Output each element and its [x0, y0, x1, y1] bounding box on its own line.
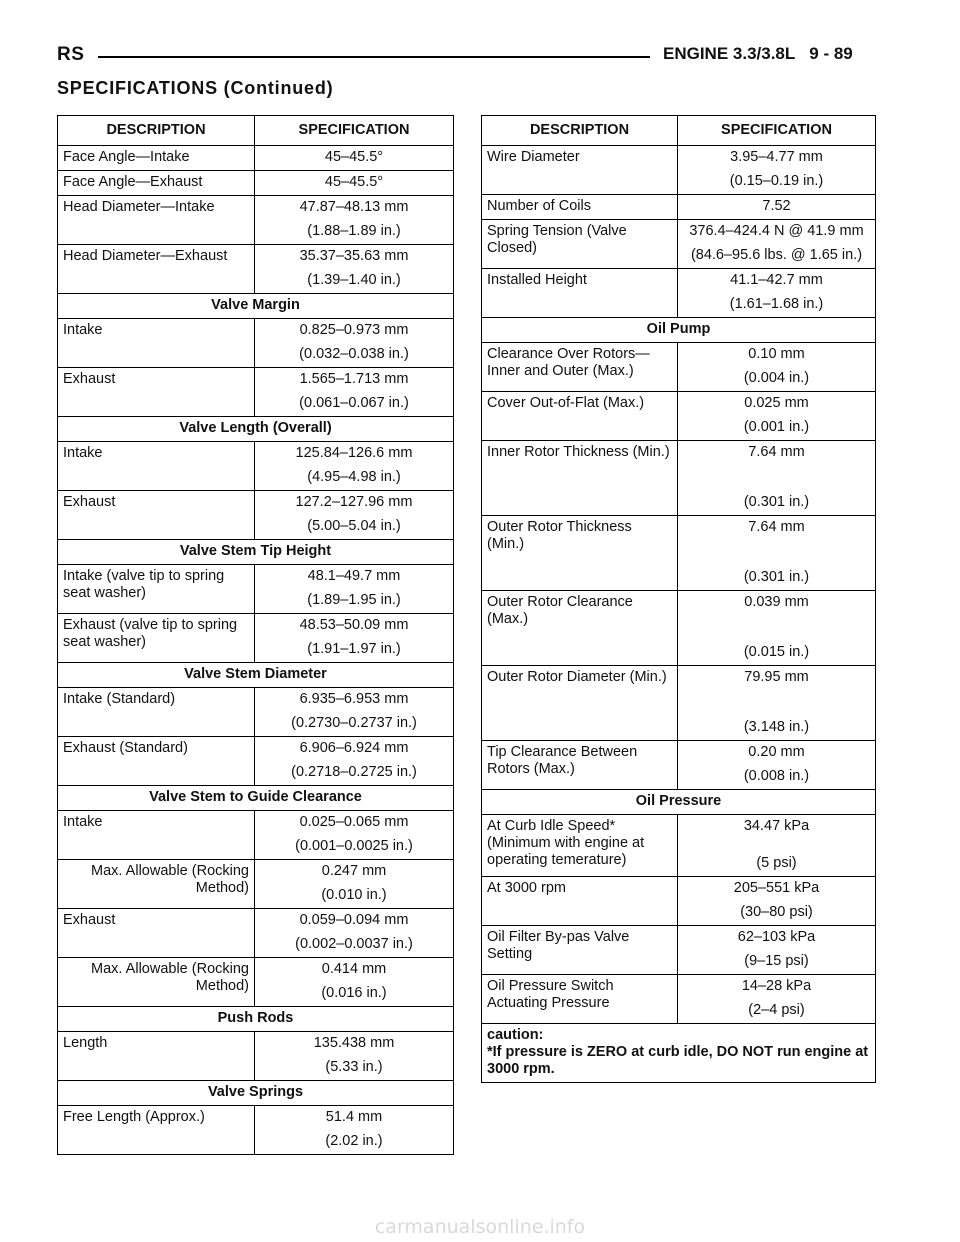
specification-cell [255, 442, 454, 491]
subheading: Valve Stem Diameter [58, 663, 454, 688]
specification-cell [255, 319, 454, 368]
specification-cell [255, 171, 454, 196]
spec-metric-value: 6.935–6.953 mm [299, 691, 409, 707]
spec-metric-value: 205–551 kPa [733, 880, 820, 896]
description-cell: Exhaust (valve tip to spring seat washer) [58, 614, 255, 663]
spec-metric-value: 7.64 mm [748, 519, 805, 535]
subheading-row [58, 294, 454, 319]
caution-label: caution: [487, 1027, 544, 1043]
table-row [58, 811, 454, 860]
spec-imperial-value: (2.02 in.) [325, 1133, 383, 1149]
col-header-specification: SPECIFICATION [255, 116, 454, 146]
spec-metric-value: 7.52 [762, 198, 791, 214]
specification-cell [255, 688, 454, 737]
description-cell: Intake [58, 811, 255, 860]
subheading: Push Rods [58, 1007, 454, 1032]
table-row [58, 1106, 454, 1155]
subheading-row [482, 318, 876, 343]
spec-imperial-value: (1.88–1.89 in.) [307, 223, 401, 239]
spec-imperial-value: (84.6–95.6 lbs. @ 1.65 in.) [690, 247, 863, 263]
subheading-row [58, 663, 454, 688]
specification-cell [678, 877, 876, 926]
table-row [58, 614, 454, 663]
spec-metric-value: 45–45.5° [324, 149, 384, 165]
description-cell: Head Diameter—Exhaust [58, 245, 255, 294]
subheading-row [58, 1081, 454, 1106]
caution-text: *If pressure is ZERO at curb idle, DO NOT run engine at 3000 rpm. [487, 1044, 869, 1077]
spec-imperial-value: (3.148 in.) [743, 719, 810, 735]
description-cell: Exhaust [58, 368, 255, 417]
spec-imperial-value: (0.301 in.) [743, 569, 810, 585]
description-cell: Oil Filter By-pas Valve Setting [482, 926, 678, 975]
spec-metric-value: 51.4 mm [325, 1109, 383, 1125]
col-header-specification: SPECIFICATION [678, 116, 876, 146]
table-row [58, 196, 454, 245]
col-header-description: DESCRIPTION [58, 116, 255, 146]
description-cell: Outer Rotor Clearance (Max.) [482, 591, 678, 666]
subheading-row [58, 417, 454, 442]
spec-metric-value: 135.438 mm [313, 1035, 395, 1051]
spec-metric-value: 125.84–126.6 mm [295, 445, 413, 461]
spec-imperial-value: (0.001–0.0025 in.) [295, 838, 413, 854]
spec-imperial-value: (30–80 psi) [740, 904, 813, 920]
spec-imperial-value: (0.015 in.) [743, 644, 810, 660]
spec-imperial-value: (1.61–1.68 in.) [729, 296, 824, 312]
description-cell: At Curb Idle Speed* (Minimum with engine at operating temerature) [482, 815, 678, 877]
description-cell: Free Length (Approx.) [58, 1106, 255, 1155]
description-cell: At 3000 rpm [482, 877, 678, 926]
specification-cell [678, 441, 876, 516]
subheading: Valve Springs [58, 1081, 454, 1106]
spec-imperial-value: (1.91–1.97 in.) [307, 641, 401, 657]
table-row [482, 877, 876, 926]
specification-cell [255, 614, 454, 663]
specification-cell [678, 666, 876, 741]
spec-metric-value: 62–103 kPa [737, 929, 816, 945]
spec-table-right [481, 115, 876, 1083]
table-row [482, 195, 876, 220]
description-cell: Intake (Standard) [58, 688, 255, 737]
header-chapter: ENGINE 3.3/3.8L [663, 44, 796, 63]
specification-cell [678, 926, 876, 975]
table-row [482, 441, 876, 516]
description-cell: Spring Tension (Valve Closed) [482, 220, 678, 269]
table-row [482, 343, 876, 392]
table-row [482, 926, 876, 975]
watermark-footer: carmanualsonline.info [374, 1216, 586, 1238]
specification-cell [678, 741, 876, 790]
spec-imperial-value: (1.89–1.95 in.) [307, 592, 401, 608]
description-cell: Intake (valve tip to spring seat washer) [58, 565, 255, 614]
specification-cell [678, 591, 876, 666]
spec-imperial-value: (0.008 in.) [743, 768, 810, 784]
spec-metric-value: 79.95 mm [744, 669, 809, 685]
spec-metric-value: 3.95–4.77 mm [730, 149, 823, 165]
table-row [58, 368, 454, 417]
specification-cell [255, 245, 454, 294]
spec-metric-value: 48.53–50.09 mm [299, 617, 409, 633]
spec-imperial-value: (0.2730–0.2737 in.) [291, 715, 417, 731]
description-cell: Oil Pressure Switch Actuating Pressure [482, 975, 678, 1024]
spec-imperial-value: (5.33 in.) [325, 1059, 383, 1075]
table-row [482, 741, 876, 790]
spec-metric-value: 14–28 kPa [741, 978, 812, 994]
spec-imperial-value: (0.2718–0.2725 in.) [291, 764, 417, 780]
spec-table-left [57, 115, 454, 1155]
subheading-row [58, 786, 454, 811]
table-row [58, 860, 454, 909]
spec-metric-value: 6.906–6.924 mm [299, 740, 409, 756]
specification-cell [678, 392, 876, 441]
spec-metric-value: 0.825–0.973 mm [299, 322, 409, 338]
table-row [482, 392, 876, 441]
description-cell: Number of Coils [482, 195, 678, 220]
specification-cell [255, 491, 454, 540]
spec-imperial-value: (0.010 in.) [321, 887, 387, 903]
description-cell: Inner Rotor Thickness (Min.) [482, 441, 678, 516]
spec-metric-value: 127.2–127.96 mm [295, 494, 413, 510]
subheading-row [482, 790, 876, 815]
spec-imperial-value: (1.39–1.40 in.) [307, 272, 401, 288]
header-section-code: RS [57, 44, 85, 65]
spec-metric-value: 48.1–49.7 mm [307, 568, 401, 584]
table-row [482, 975, 876, 1024]
specification-cell [678, 195, 876, 220]
subheading: Oil Pressure [482, 790, 876, 815]
specification-cell [255, 811, 454, 860]
subheading: Oil Pump [482, 318, 876, 343]
table-row [58, 1032, 454, 1081]
table-row [58, 565, 454, 614]
spec-imperial-value: (0.002–0.0037 in.) [295, 936, 413, 952]
spec-imperial-value: (9–15 psi) [744, 953, 809, 969]
spec-imperial-value: (2–4 psi) [748, 1002, 805, 1018]
specification-cell [678, 516, 876, 591]
table-row [482, 220, 876, 269]
subheading: Valve Length (Overall) [58, 417, 454, 442]
spec-metric-value: 35.37–35.63 mm [299, 248, 409, 264]
description-cell: Clearance Over Rotors—Inner and Outer (Max.) [482, 343, 678, 392]
header-rule [98, 56, 650, 58]
spec-imperial-value: (0.061–0.067 in.) [299, 395, 409, 411]
description-cell: Wire Diameter [482, 146, 678, 195]
spec-metric-value: 0.025 mm [744, 395, 809, 411]
spec-metric-value: 45–45.5° [324, 174, 384, 190]
table-row [482, 269, 876, 318]
table-row [58, 688, 454, 737]
description-cell: Exhaust [58, 491, 255, 540]
specification-cell [678, 146, 876, 195]
spec-imperial-value: (0.15–0.19 in.) [729, 173, 824, 189]
specification-cell [255, 368, 454, 417]
description-cell: Outer Rotor Diameter (Min.) [482, 666, 678, 741]
spec-metric-value: 0.025–0.065 mm [299, 814, 409, 830]
subheading: Valve Margin [58, 294, 454, 319]
spec-metric-value: 7.64 mm [748, 444, 805, 460]
table-row [58, 442, 454, 491]
description-cell: Intake [58, 442, 255, 491]
description-cell: Max. Allowable (Rocking Method) [58, 860, 255, 909]
table-row [482, 591, 876, 666]
table-row [58, 245, 454, 294]
description-cell: Max. Allowable (Rocking Method) [58, 958, 255, 1007]
section-title: SPECIFICATIONS (Continued) [57, 78, 334, 98]
description-cell: Length [58, 1032, 255, 1081]
table-row [58, 171, 454, 196]
description-cell: Installed Height [482, 269, 678, 318]
specification-cell [255, 565, 454, 614]
spec-metric-value: 0.20 mm [748, 744, 805, 760]
description-cell: Cover Out-of-Flat (Max.) [482, 392, 678, 441]
specification-cell [678, 269, 876, 318]
specification-cell [255, 909, 454, 958]
subheading: Valve Stem to Guide Clearance [58, 786, 454, 811]
spec-metric-value: 47.87–48.13 mm [299, 199, 409, 215]
table-row [58, 958, 454, 1007]
spec-imperial-value: (0.001 in.) [743, 419, 810, 435]
spec-imperial-value: (0.032–0.038 in.) [299, 346, 409, 362]
specification-cell [255, 146, 454, 171]
table-row [482, 815, 876, 877]
description-cell: Exhaust [58, 909, 255, 958]
caution-note [482, 1024, 876, 1083]
table-row [482, 666, 876, 741]
table-row [58, 737, 454, 786]
specification-cell [255, 1032, 454, 1081]
specification-cell [255, 860, 454, 909]
description-cell: Face Angle—Intake [58, 146, 255, 171]
spec-metric-value: 1.565–1.713 mm [299, 371, 409, 387]
spec-metric-value: 0.414 mm [321, 961, 387, 977]
spec-metric-value: 0.059–0.094 mm [299, 912, 409, 928]
table-row [482, 146, 876, 195]
spec-metric-value: 34.47 kPa [743, 818, 810, 834]
specification-cell [255, 958, 454, 1007]
description-cell: Face Angle—Exhaust [58, 171, 255, 196]
specification-cell [678, 975, 876, 1024]
specification-cell [678, 815, 876, 877]
col-header-description: DESCRIPTION [482, 116, 678, 146]
table-row [482, 516, 876, 591]
table-row [58, 319, 454, 368]
subheading: Valve Stem Tip Height [58, 540, 454, 565]
spec-metric-value: 0.039 mm [744, 594, 809, 610]
table-row [58, 146, 454, 171]
spec-imperial-value: (5 psi) [756, 855, 797, 871]
specification-cell [255, 737, 454, 786]
header-page-number: 9 - 89 [809, 44, 853, 63]
table-row [58, 491, 454, 540]
specification-cell [678, 220, 876, 269]
spec-imperial-value: (0.016 in.) [321, 985, 387, 1001]
specification-cell [678, 343, 876, 392]
header-title [663, 44, 853, 64]
spec-imperial-value: (0.004 in.) [743, 370, 810, 386]
subheading-row [58, 1007, 454, 1032]
specification-cell [255, 1106, 454, 1155]
spec-imperial-value: (5.00–5.04 in.) [307, 518, 401, 534]
spec-metric-value: 0.247 mm [321, 863, 387, 879]
table-row [58, 909, 454, 958]
spec-imperial-value: (0.301 in.) [743, 494, 810, 510]
spec-metric-value: 0.10 mm [748, 346, 805, 362]
subheading-row [58, 540, 454, 565]
description-cell: Outer Rotor Thickness (Min.) [482, 516, 678, 591]
description-cell: Intake [58, 319, 255, 368]
specification-cell [255, 196, 454, 245]
spec-metric-value: 41.1–42.7 mm [730, 272, 823, 288]
spec-metric-value: 376.4–424.4 N @ 41.9 mm [689, 223, 864, 239]
description-cell: Tip Clearance Between Rotors (Max.) [482, 741, 678, 790]
description-cell: Exhaust (Standard) [58, 737, 255, 786]
spec-imperial-value: (4.95–4.98 in.) [307, 469, 401, 485]
description-cell: Head Diameter—Intake [58, 196, 255, 245]
